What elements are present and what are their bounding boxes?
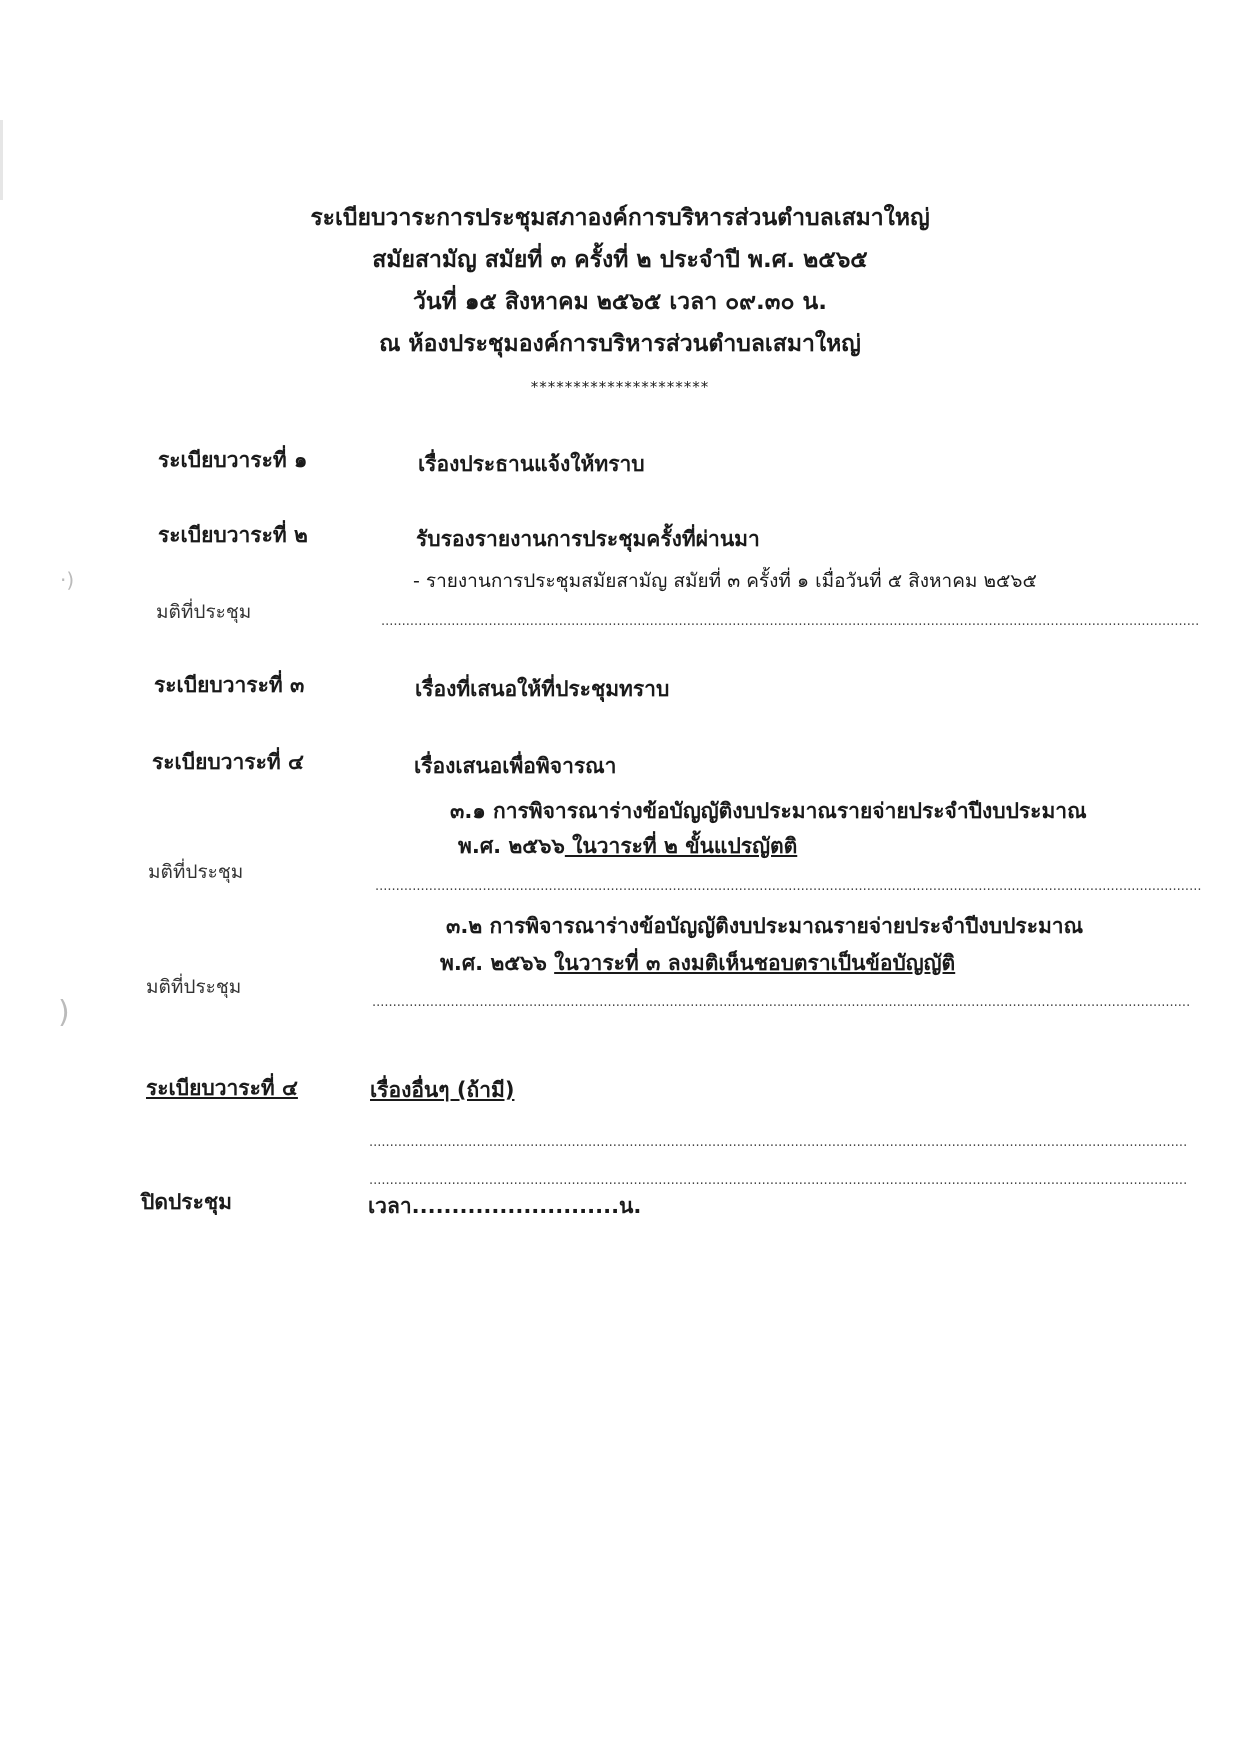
- agenda-3-label: ระเบียบวาระที่ ๓: [154, 673, 305, 697]
- agenda-2-label: ระเบียบวาระที่ ๒: [158, 523, 308, 547]
- agenda-5-topic: เรื่องอื่นๆ (ถ้ามี): [370, 1078, 515, 1102]
- agenda-4-sub1-line1: ๓.๑ การพิจารณาร่างข้อบัญญัติงบประมาณรายจ่ายประจำปีงบประมาณ: [450, 799, 1087, 823]
- agenda-5-blank-line-2: ......................................................................................................................................................................................................: [369, 1173, 1188, 1188]
- agenda-4-sub2-stage: ในวาระที่ ๓ ลงมติเห็นชอบตราเป็นข้อบัญญัติ: [554, 951, 956, 975]
- scan-edge-mark: [0, 120, 3, 200]
- header-line-3: วันที่ ๑๕ สิงหาคม ๒๕๖๕ เวลา ๐๙.๓๐ น.: [413, 289, 827, 315]
- agenda-4-sub1-year: พ.ศ. ๒๕๖๖: [458, 834, 565, 858]
- agenda-4-topic: เรื่องเสนอเพื่อพิจารณา: [414, 754, 617, 778]
- closing-time: เวลา..........................น.: [368, 1194, 642, 1218]
- header-line-4: ณ ห้องประชุมองค์การบริหารส่วนตำบลเสมาใหญ่: [379, 331, 861, 357]
- agenda-5-label: ระเบียบวาระที่ ๔: [146, 1076, 298, 1100]
- agenda-4-label: ระเบียบวาระที่ ๔: [152, 750, 304, 774]
- agenda-4-sub1-resolution-label: มติที่ประชุม: [148, 861, 244, 883]
- header-line-2: สมัยสามัญ สมัยที่ ๓ ครั้งที่ ๒ ประจำปี พ.ศ. ๒๕๖๕: [372, 247, 868, 273]
- agenda-4-sub2-resolution-blank: ......................................................................................................................................................................................................: [372, 995, 1191, 1010]
- agenda-3-topic: เรื่องที่เสนอให้ที่ประชุมทราบ: [415, 677, 670, 701]
- scan-speck: ): [58, 995, 70, 1030]
- agenda-4-sub2-line1: ๓.๒ การพิจารณาร่างข้อบัญญัติงบประมาณรายจ่ายประจำปีงบประมาณ: [446, 914, 1084, 938]
- header-line-1: ระเบียบวาระการประชุมสภาองค์การบริหารส่วนตำบลเสมาใหญ่: [310, 205, 930, 231]
- agenda-4-sub2-line2: [440, 947, 955, 980]
- agenda-1-topic: เรื่องประธานแจ้งให้ทราบ: [418, 452, 645, 476]
- agenda-5-blank-line-1: ......................................................................................................................................................................................................: [369, 1135, 1188, 1150]
- agenda-4-sub1-resolution-blank: ........................................................................................................................................................................................................: [375, 879, 1202, 894]
- scan-speck: ·): [60, 568, 75, 592]
- agenda-2-detail: - รายงานการประชุมสมัยสามัญ สมัยที่ ๓ ครั้งที่ ๑ เมื่อวันที่ ๕ สิงหาคม ๒๕๖๕: [413, 570, 1037, 592]
- agenda-2-resolution-blank: ......................................................................................................................................................................................................: [381, 614, 1200, 629]
- closing-label: ปิดประชุม: [141, 1190, 232, 1214]
- agenda-2-resolution-label: มติที่ประชุม: [156, 601, 252, 623]
- agenda-2-topic: รับรองรายงานการประชุมครั้งที่ผ่านมา: [416, 527, 760, 551]
- agenda-1-label: ระเบียบวาระที่ ๑: [158, 448, 308, 472]
- agenda-4-sub1-line2: [458, 830, 797, 863]
- header-separator: *********************: [530, 378, 710, 396]
- agenda-4-sub2-resolution-label: มติที่ประชุม: [146, 976, 242, 998]
- agenda-4-sub2-year: พ.ศ. ๒๕๖๖: [440, 951, 555, 975]
- agenda-4-sub1-stage: ในวาระที่ ๒ ขั้นแปรญัตติ: [564, 834, 798, 858]
